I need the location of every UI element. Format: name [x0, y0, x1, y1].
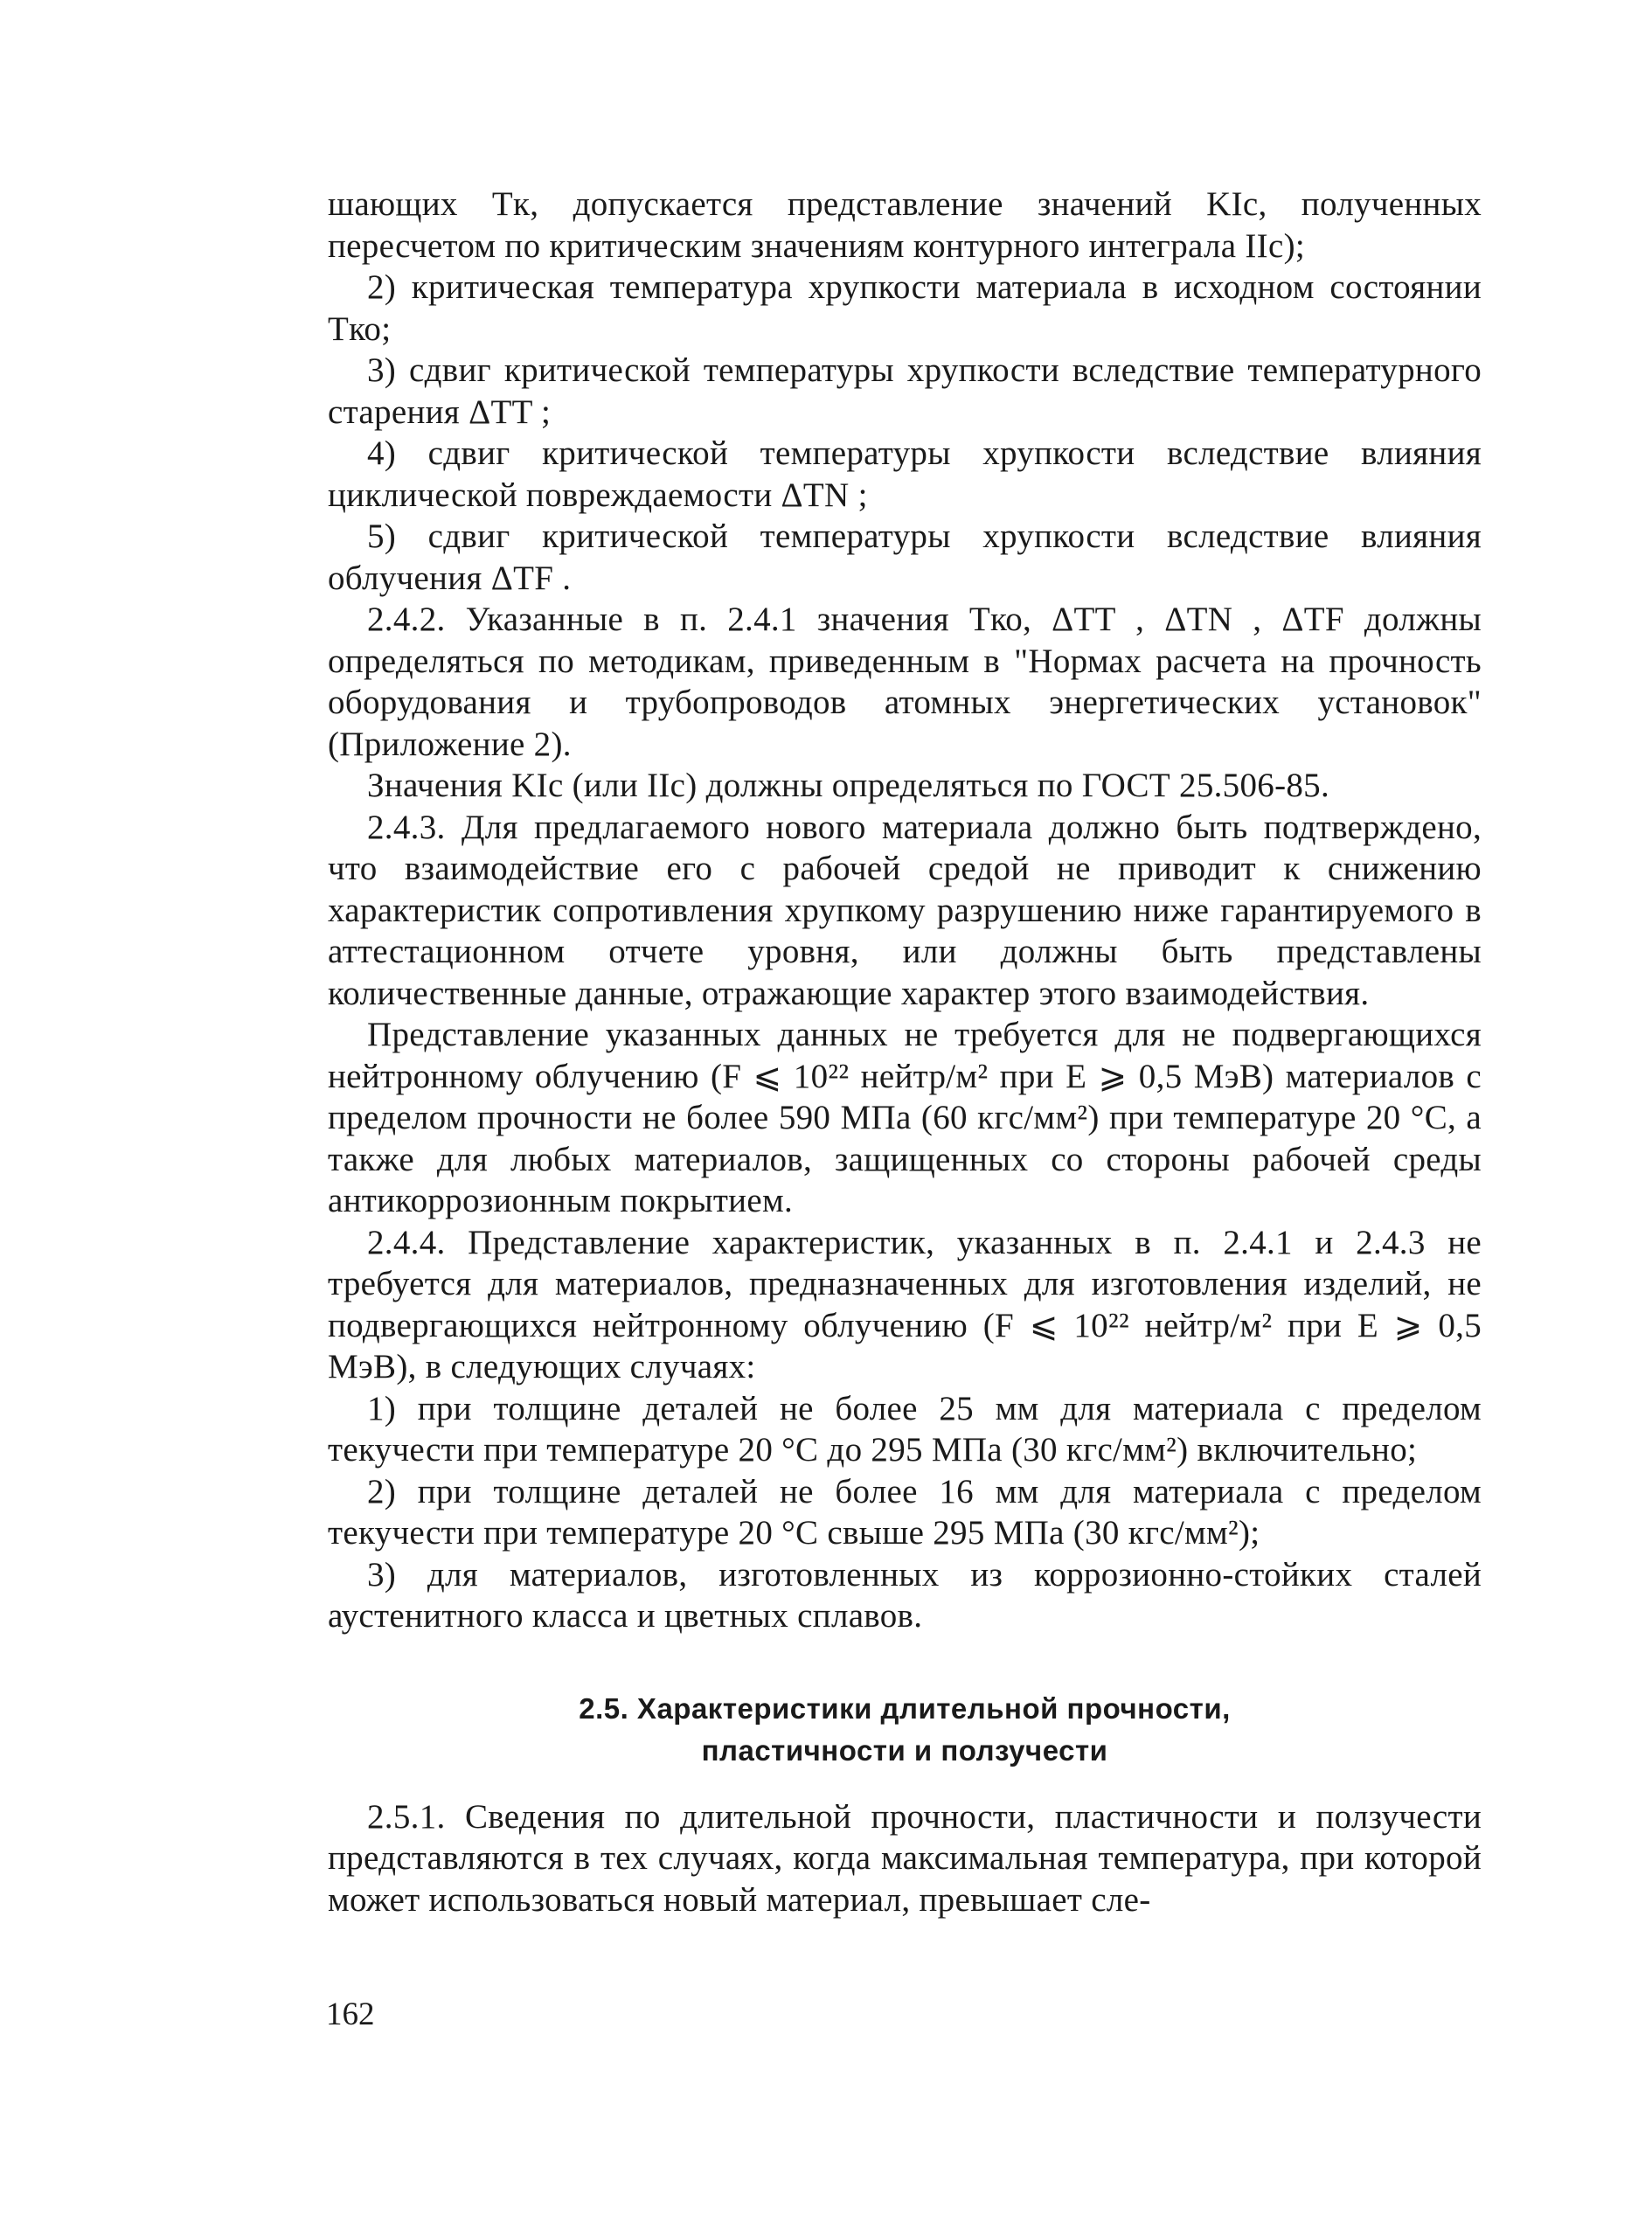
- section-heading-line-1: 2.5. Характеристики длительной прочности,: [579, 1691, 1231, 1725]
- section-heading-2-5: [328, 1688, 1482, 1772]
- paragraph-continuation: шающих Tк, допускается представление значений KIc, полученных пересчетом по критическим значениям контурного интеграла IIc);: [328, 185, 1482, 265]
- paragraph-data-not-required: Представление указанных данных не требуется для не подвергающихся нейтронному облучению (F ⩽ 10²² нейтр/м² при E ⩾ 0,5 МэВ) материалов с пределом прочности не более 590 МПа (60 кгс/мм²) при температуре 20 °С, а также для любых материалов, защищенных со стороны рабочей среды антикоррозионным покрытием.: [328, 1016, 1482, 1219]
- list-item-5: 5) сдвиг критической температуры хрупкости вследствие влияния облучения ΔTF .: [328, 517, 1482, 597]
- page-body: [328, 184, 1482, 1920]
- paragraph-2-4-2: 2.4.2. Указанные в п. 2.4.1 значения Tко, ΔTT , ΔTN , ΔTF должны определяться по методикам, приведенным в "Нормах расчета на прочность оборудования и трубопроводов атомных энергетических установок" (Приложение 2).: [328, 601, 1482, 763]
- paragraph-2-4-4: 2.4.4. Представление характеристик, указанных в п. 2.4.1 и 2.4.3 не требуется для материалов, предназначенных для изготовления изделий, не подвергающихся нейтронному облучению (F ⩽ 10²² нейтр/м² при E ⩾ 0,5 МэВ), в следующих случаях:: [328, 1223, 1482, 1385]
- section-heading-line-2: пластичности и ползучести: [701, 1733, 1108, 1767]
- list-item-3: 3) сдвиг критической температуры хрупкости вследствие температурного старения ΔTT ;: [328, 351, 1482, 431]
- paragraph-kic-values: Значения KIc (или IIc) должны определяться по ГОСТ 25.506-85.: [367, 767, 1330, 804]
- list-item-2: 2) критическая температура хрупкости материала в исходном состоянии Tко;: [328, 268, 1482, 348]
- list-item-4: 4) сдвиг критической температуры хрупкости вследствие влияния циклической повреждаемости ΔTN ;: [328, 434, 1482, 514]
- case-item-3: 3) для материалов, изготовленных из коррозионно-стойких сталей аустенитного класса и цветных сплавов.: [328, 1555, 1482, 1635]
- case-item-2: 2) при толщине деталей не более 16 мм для материала с пределом текучести при температуре 20 °С свыше 295 МПа (30 кгс/мм²);: [328, 1472, 1482, 1552]
- page-number: 162: [326, 1996, 375, 2032]
- paragraph-2-5-1: 2.5.1. Сведения по длительной прочности, пластичности и ползучести представляются в тех случаях, когда максимальная температура, при которой может использоваться новый материал, превышает сле-: [328, 1797, 1482, 1919]
- paragraph-2-4-3: 2.4.3. Для предлагаемого нового материала должно быть подтверждено, что взаимодействие его с рабочей средой не приводит к снижению характеристик сопротивления хрупкому разрушению ниже гарантируемого в аттестационном отчете уровня, или должны быть представлены количественные данные, отражающие характер этого взаимодействия.: [328, 808, 1482, 1012]
- case-item-1: 1) при толщине деталей не более 25 мм для материала с пределом текучести при температуре 20 °С до 295 МПа (30 кгс/мм²) включительно;: [328, 1389, 1482, 1469]
